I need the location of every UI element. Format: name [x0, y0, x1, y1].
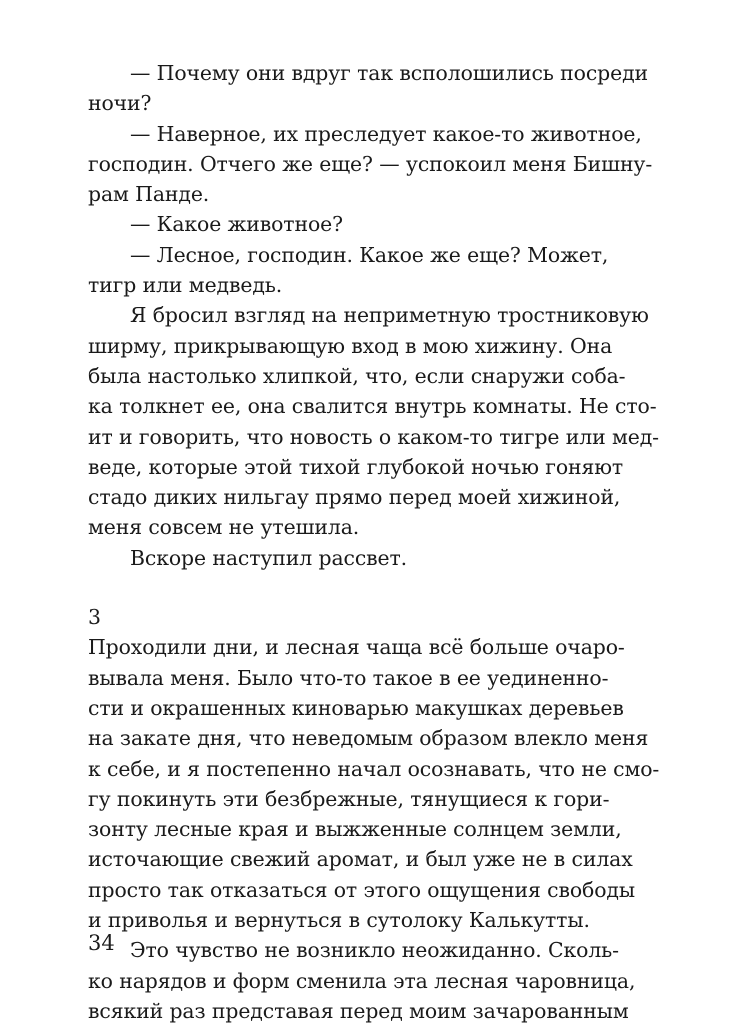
text-line: стадо диких нильгау прямо перед моей хижиной, [88, 485, 621, 510]
text-line: Это чувство не возникло неожиданно. Сколь- [130, 938, 619, 963]
text-line: источающие свежий аромат, и был уже не в силах [88, 847, 633, 872]
text-section-after [88, 632, 660, 1026]
text-line: Я бросил взгляд на неприметную тростниковую [130, 303, 649, 328]
text-line: — Почему они вдруг так всполошились посреди [130, 61, 649, 85]
text-line: меня совсем не утешила. [88, 515, 360, 540]
text-line: рам Панде. [88, 182, 210, 207]
text-line: зонту лесные края и выжженные солнцем земли, [88, 817, 622, 842]
text-line: на закате дня, что неведомым образом влекло меня [88, 726, 649, 751]
text-line: веде, которые этой тихой глубокой ночью гоняют [88, 454, 624, 479]
text-line: вывала меня. Было что-то такое в ее уединенно- [88, 665, 609, 690]
text-section-before [88, 58, 659, 573]
page-text [88, 58, 660, 1026]
text-line: гу покинуть эти безбрежные, тянущиеся к гори- [88, 786, 610, 811]
text-line: сти и окрашенных киноварью макушках деревьев [88, 695, 624, 720]
text-line: ко нарядов и форм сменила эта лесная чаровница, [88, 968, 636, 993]
text-line: — Какое животное? [130, 212, 343, 237]
text-line: Вскоре наступил рассвет. [130, 545, 408, 570]
text-line: была настолько хлипкой, что, если снаружи соба- [88, 363, 626, 388]
text-line: ширму, прикрывающую вход в мою хижину. Она [88, 333, 613, 358]
text-line: господин. Отчего же еще? — успокоил меня Бишну- [88, 151, 653, 176]
text-line: всякий раз представая перед моим зачарованным [88, 998, 629, 1023]
text-line: ит и говорить, что новость о каком-то тигре или мед- [88, 424, 659, 449]
page-number: 34 [88, 931, 115, 955]
text-line: — Лесное, господин. Какое же еще? Может, [130, 242, 609, 267]
section-number: 3 [88, 605, 101, 630]
text-line: ночи? [88, 91, 152, 116]
text-line: — Наверное, их преследует какое-то животное, [130, 121, 642, 146]
text-line: тигр или медведь. [88, 273, 283, 298]
text-line: и приволья и вернуться в сутолоку Калькутты. [88, 908, 590, 933]
text-line: Проходили дни, и лесная чаща всё больше очаро- [88, 635, 625, 660]
text-line: просто так отказаться от этого ощущения свободы [88, 877, 635, 902]
text-line: ка толкнет ее, она свалится внутрь комнаты. Не сто- [88, 394, 657, 419]
text-line: к себе, и я постепенно начал осознавать, что не смо- [88, 756, 660, 781]
